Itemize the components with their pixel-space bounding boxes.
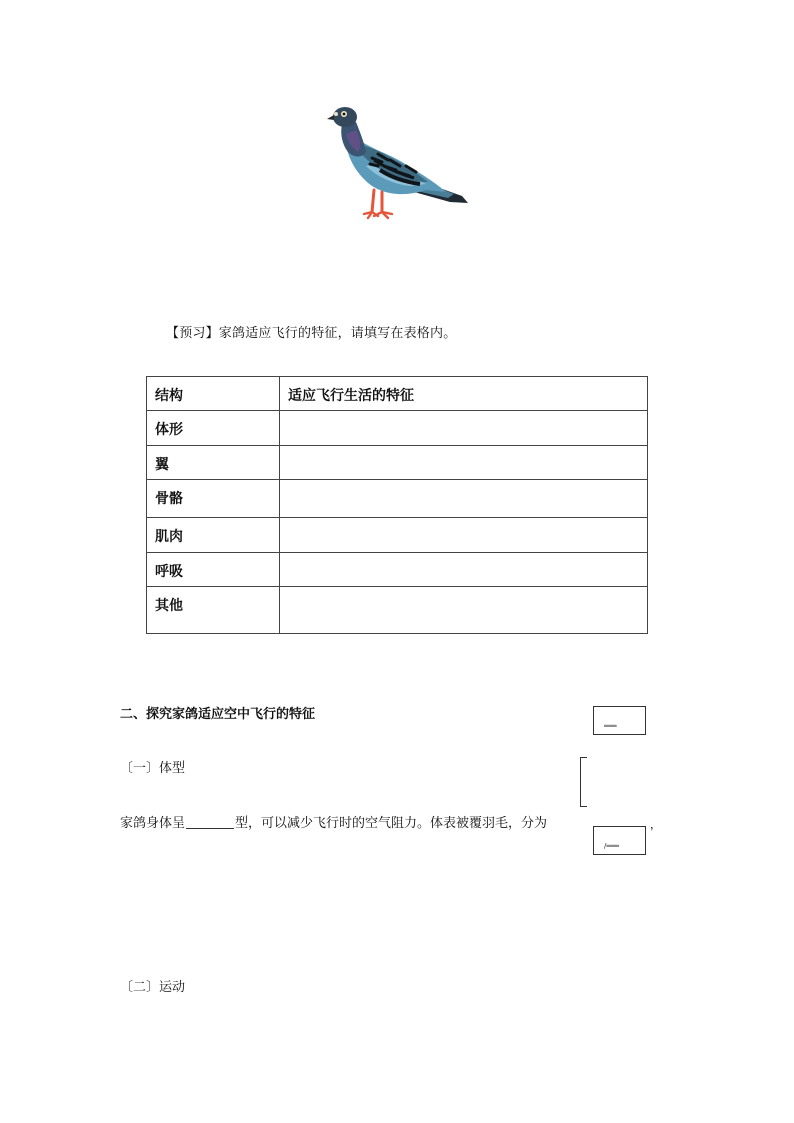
body-shape-paragraph bbox=[120, 812, 547, 831]
table-row bbox=[147, 518, 648, 553]
body-text-start: 家鸽身体呈 bbox=[120, 816, 186, 831]
body-text-rest: 型，可以减少飞行时的空气阻力。体表被覆羽毛，分为 bbox=[235, 816, 548, 831]
section-title: 二、探究家鸽适应空中飞行的特征 bbox=[120, 707, 316, 722]
structure-cell: 其他 bbox=[147, 587, 280, 634]
features-table bbox=[146, 376, 648, 634]
table-header-cell: 适应飞行生活的特征 bbox=[280, 377, 648, 411]
box-scribble: ═══ bbox=[604, 722, 617, 730]
feature-cell[interactable] bbox=[280, 587, 648, 634]
bracket-mark bbox=[580, 757, 587, 807]
structure-cell: 翼 bbox=[147, 446, 280, 480]
feature-cell[interactable] bbox=[280, 446, 648, 480]
preview-instruction: 【预习】家鸽适应飞行的特征，请填写在表格内。 bbox=[166, 326, 457, 341]
box-scribble: /═══ bbox=[604, 842, 620, 850]
fill-in-blank[interactable] bbox=[186, 814, 234, 829]
table-row bbox=[147, 480, 648, 518]
table-header-row bbox=[147, 377, 648, 411]
table-row bbox=[147, 411, 648, 446]
table-row bbox=[147, 587, 648, 634]
feature-cell[interactable] bbox=[280, 480, 648, 518]
feature-cell[interactable] bbox=[280, 553, 648, 587]
pigeon-image bbox=[322, 100, 472, 232]
structure-cell: 肌肉 bbox=[147, 518, 280, 553]
answer-box[interactable] bbox=[593, 706, 646, 735]
subsection-title-body-shape: 〔一〕体型 bbox=[120, 761, 186, 776]
structure-cell: 体形 bbox=[147, 411, 280, 446]
feature-cell[interactable] bbox=[280, 411, 648, 446]
table-row bbox=[147, 553, 648, 587]
feature-cell[interactable] bbox=[280, 518, 648, 553]
comma-mark: ， bbox=[650, 818, 661, 831]
structure-cell: 呼吸 bbox=[147, 553, 280, 587]
structure-cell: 骨骼 bbox=[147, 480, 280, 518]
table-row bbox=[147, 446, 648, 480]
subsection-title-movement: 〔二〕运动 bbox=[120, 980, 186, 995]
answer-box[interactable] bbox=[593, 826, 646, 855]
table-header-cell: 结构 bbox=[147, 377, 280, 411]
